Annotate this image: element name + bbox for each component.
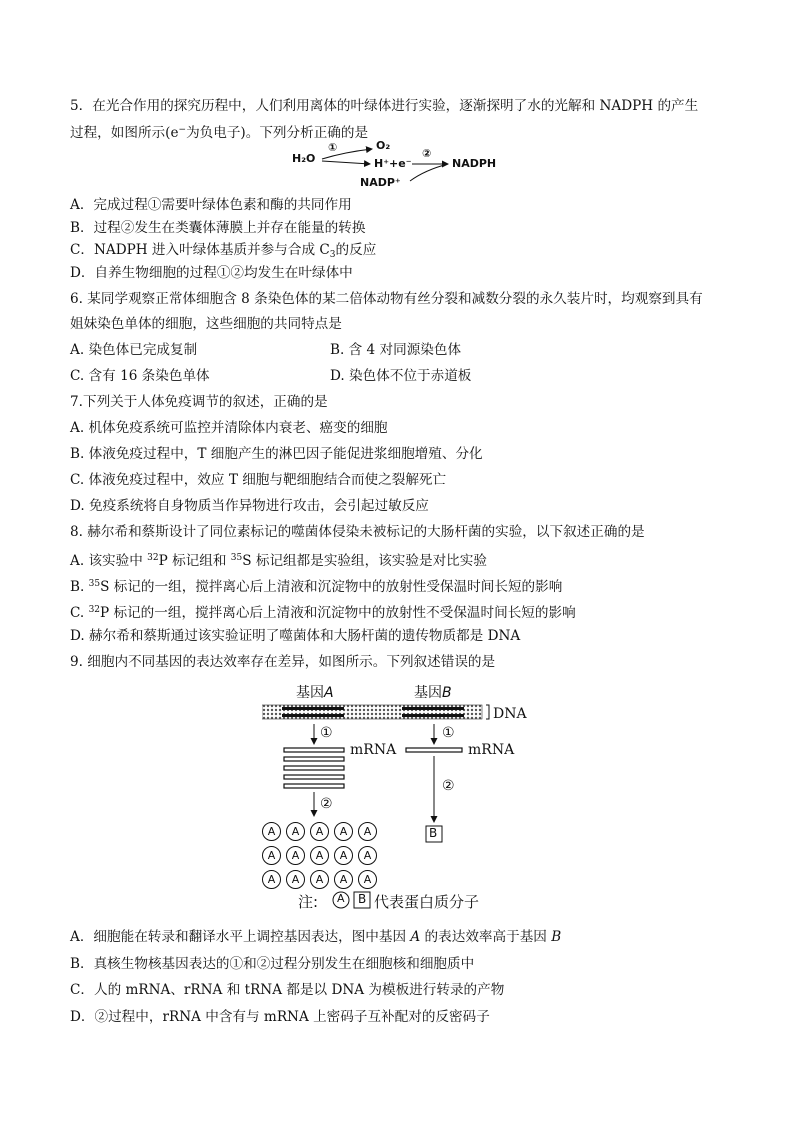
protein-a-molecule: A <box>358 870 377 889</box>
q7-option-d: D. 免疫系统将自身物质当作异物进行攻击，会引起过敏反应 <box>70 498 429 514</box>
scheme-step2: ② <box>422 147 432 160</box>
scheme-hplus-electron: H⁺+e⁻ <box>374 157 412 170</box>
q8-option-b-sup: 35 <box>88 579 101 589</box>
dna-label: DNA <box>493 706 527 722</box>
q6-option-a: A. 染色体已完成复制 <box>70 342 198 358</box>
q6-option-d: D. 染色体不位于赤道板 <box>330 368 472 384</box>
mrna-label-a: mRNA <box>350 742 397 758</box>
q6-stem-line1: 6. 某同学观察正常体细胞含 8 条染色体的某二倍体动物有丝分裂和减数分裂的永久装片时，均观察到具有 <box>70 291 703 307</box>
note-description: 代表蛋白质分子 <box>374 893 480 911</box>
q8-option-c-text-b: P 标记的一组，搅拌离心后上清液和沉淀物中的放射性不受保温时间长短的影响 <box>100 605 576 621</box>
q9-option-a-text-b: 的表达效率高于基因 <box>420 929 552 945</box>
scheme-o2: O₂ <box>376 139 391 152</box>
q9-option-c: C．人的 mRNA、rRNA 和 tRNA 都是以 DNA 为模板进行转录的产物 <box>70 982 505 998</box>
q9-option-a <box>70 928 561 946</box>
protein-a-grid <box>262 822 382 892</box>
note-protein-a-letter: A <box>337 892 345 905</box>
q9-gene-expression-diagram <box>262 680 532 915</box>
gene-a-segment-top <box>282 707 344 710</box>
q8-stem: 8. 赫尔希和蔡斯设计了同位素标记的噬菌体侵染未被标记的大肠杆菌的实验，以下叙述正确的是 <box>70 524 645 540</box>
scheme-arrows <box>0 0 794 200</box>
q9-option-a-gene-a: A <box>410 929 421 945</box>
mrna-label-b: mRNA <box>468 742 515 758</box>
q9-option-d: D．②过程中，rRNA 中含有与 mRNA 上密码子互补配对的反密码子 <box>70 1009 490 1025</box>
q5-electron-sup: − <box>178 125 187 135</box>
q8-option-a-text-a: A. 该实验中 <box>70 553 148 569</box>
q8-option-a-text-b: P 标记组和 <box>158 553 231 569</box>
q5-option-a: A．完成过程①需要叶绿体色素和酶的共同作用 <box>70 197 352 213</box>
q8-option-d: D. 赫尔希和蔡斯通过该实验证明了噬菌体和大肠杆菌的遗传物质都是 DNA <box>70 628 521 644</box>
q7-option-c: C. 体液免疫过程中，效应 T 细胞与靶细胞结合而使之裂解死亡 <box>70 472 447 488</box>
q8-option-b-text-b: S 标记的一组，搅拌离心后上清液和沉淀物中的放射性受保温时间长短的影响 <box>100 579 563 595</box>
arrow-from-nadp <box>410 164 448 181</box>
q5-option-c-text-a: C．NADPH 进入叶绿体基质并参与合成 C <box>70 242 330 258</box>
q9-option-b: B．真核生物核基因表达的①和②过程分别发生在细胞核和细胞质中 <box>70 956 475 972</box>
protein-a-molecule: A <box>334 870 353 889</box>
q8-option-a <box>70 549 487 570</box>
step2-label-b: ② <box>442 778 455 794</box>
q5-option-c <box>70 241 376 264</box>
protein-a-molecule: A <box>262 870 281 889</box>
q8-option-b <box>70 575 562 596</box>
gene-b-letter: B <box>442 685 452 701</box>
protein-a-molecule: A <box>334 846 353 865</box>
mrna-molecule <box>284 748 344 752</box>
protein-a-molecule: A <box>310 846 329 865</box>
protein-b-letter: B <box>429 826 438 840</box>
protein-a-molecule: A <box>310 822 329 841</box>
mrna-molecule <box>284 757 344 761</box>
q8-option-a-sup1: 32 <box>147 553 159 563</box>
q5-option-c-sub: 3 <box>329 250 336 260</box>
protein-a-molecule: A <box>358 822 377 841</box>
q8-option-a-text-c: S 标记组都是实验组，该实验是对比实验 <box>242 553 487 569</box>
mrna-molecule <box>284 766 344 770</box>
gene-a-letter: A <box>324 685 334 701</box>
protein-a-molecule: A <box>310 870 329 889</box>
q6-options-row1 <box>70 341 462 359</box>
gene-b-segment-bottom <box>402 714 464 717</box>
q5-option-c-text-b: 的反应 <box>335 242 377 258</box>
gene-a-segment-bottom <box>282 714 344 717</box>
q9-option-a-gene-b: B <box>551 929 562 945</box>
arrow-to-hplus <box>322 161 370 164</box>
scheme-h2o: H₂O <box>292 152 316 165</box>
q6-stem-line2: 姐妹染色单体的细胞，这些细胞的共同特点是 <box>70 316 342 332</box>
q8-option-c-text-a: C. <box>70 605 89 621</box>
q9-stem: 9. 细胞内不同基因的表达效率存在差异，如图所示。下列叙述错误的是 <box>70 654 496 670</box>
q7-stem: 7.下列关于人体免疫调节的叙述，正确的是 <box>70 394 328 410</box>
step1-label-b: ① <box>442 725 455 741</box>
q5-option-b: B．过程②发生在类囊体薄膜上并存在能量的转换 <box>70 220 366 236</box>
q8-option-c <box>70 601 576 622</box>
q6-option-c: C. 含有 16 条染色单体 <box>70 368 210 384</box>
protein-a-molecule: A <box>334 822 353 841</box>
protein-a-molecule: A <box>286 822 305 841</box>
gene-a-mrna-stack <box>284 748 344 788</box>
step1-label-a: ① <box>320 725 333 741</box>
note-protein-b-letter: B <box>358 892 367 906</box>
q5-stem-line1: 5．在光合作用的探究历程中，人们利用离体的叶绿体进行实验，逐渐探明了水的光解和 NADPH 的产生 <box>70 98 699 114</box>
protein-a-molecule: A <box>358 846 377 865</box>
protein-a-molecule: A <box>286 870 305 889</box>
step2-label-a: ② <box>320 796 333 812</box>
q9-option-a-text-a: A．细胞能在转录和翻译水平上调控基因表达，图中基因 <box>70 929 411 945</box>
mrna-molecule <box>284 784 344 788</box>
q5-stem-text-b: 为负电子)。下列分析正确的是 <box>186 125 369 141</box>
gene-b-text: 基因 <box>414 685 442 701</box>
q8-option-b-text-a: B. <box>70 579 89 595</box>
q7-option-b: B. 体液免疫过程中，T 细胞产生的淋巴因子能促进浆细胞增殖、分化 <box>70 446 483 462</box>
scheme-nadph: NADPH <box>452 157 497 170</box>
protein-a-molecule: A <box>262 846 281 865</box>
q8-option-a-sup2: 35 <box>230 553 243 563</box>
q8-option-c-sup: 32 <box>88 605 101 615</box>
q5-reaction-scheme <box>0 0 794 200</box>
mrna-molecule <box>284 775 344 779</box>
scheme-nadp: NADP⁺ <box>360 176 401 189</box>
q7-option-a: A. 机体免疫系统可监控并清除体内衰老、癌变的细胞 <box>70 420 388 436</box>
arrow-to-o2 <box>322 149 372 159</box>
protein-a-molecule: A <box>262 822 281 841</box>
dna-bracket <box>486 705 489 719</box>
gene-a-text: 基因 <box>296 685 324 701</box>
gene-b-segment-top <box>402 707 464 710</box>
note-prefix: 注: <box>298 893 319 911</box>
q5-option-d: D．自养生物细胞的过程①②均发生在叶绿体中 <box>70 265 353 281</box>
q6-option-b: B. 含 4 对同源染色体 <box>330 342 462 358</box>
q6-options-row2 <box>70 367 472 385</box>
q5-stem-text-a: 过程，如图所示(e <box>70 125 179 141</box>
scheme-step1: ① <box>328 141 338 154</box>
gene-b-mrna <box>406 748 462 752</box>
protein-a-molecule: A <box>286 846 305 865</box>
